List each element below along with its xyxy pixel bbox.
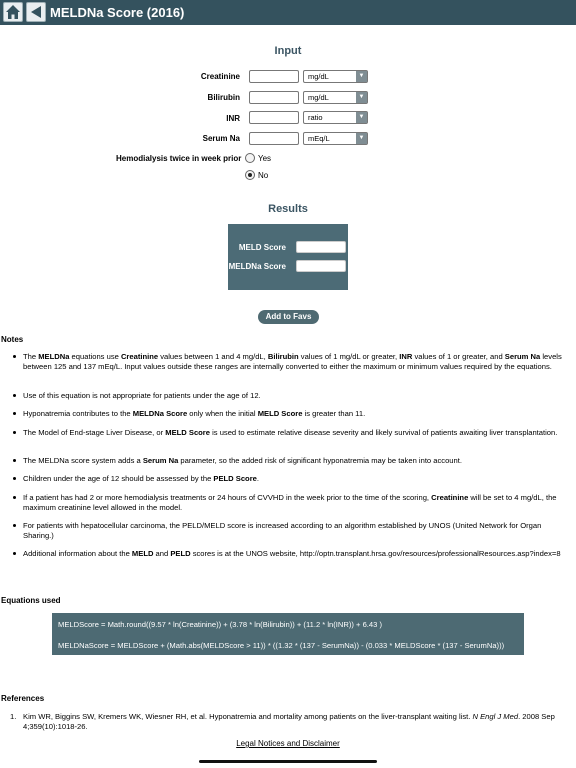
list-item: Children under the age of 12 should be assessed by the PELD Score. [23, 474, 563, 484]
notes-heading: Notes [1, 335, 24, 344]
page-title: MELDNa Score (2016) [50, 5, 185, 20]
meldna-score-label: MELDNa Score [228, 262, 286, 271]
back-arrow-icon [27, 3, 45, 21]
list-item: The Model of End-stage Liver Disease, or MELD Score is used to estimate relative disease severity and likely survival of patients awaiting liver transplantation. [23, 428, 563, 438]
inr-unit-value: ratio [308, 113, 323, 122]
meldna-score-output [296, 260, 346, 272]
reference-item: 1. Kim WR, Biggins SW, Kremers WK, Wiesner RH, et al. Hyponatremia and mortality among patients on the liver-transplant waiting list. N Engl J Med. 2008 Sep 4;359(10):1018-26. [10, 712, 555, 731]
reference-number: 1. [10, 712, 17, 721]
creatinine-unit-select[interactable] [303, 70, 368, 83]
list-item: For patients with hepatocellular carcinoma, the PELD/MELD score is increased according to an algorithm established by UNOS (United Network for Organ Sharing.) [23, 521, 563, 540]
bilirubin-unit-select[interactable] [303, 91, 368, 104]
home-icon [4, 3, 22, 21]
serum-na-unit-select[interactable] [303, 132, 368, 145]
back-button[interactable] [26, 2, 46, 22]
legal-notices-link[interactable]: Legal Notices and Disclaimer [236, 739, 340, 748]
bilirubin-input[interactable] [249, 91, 299, 104]
equations-heading: Equations used [1, 596, 61, 605]
list-item: The MELDNa equations use Creatinine values between 1 and 4 mg/dL, Bilirubin values of 1 mg/dL or greater, INR values of 1 or greater, and Serum Na levels between 125 and 137 mEq/L. Input values outside these ranges are internally converted to either the maximum or minimum values required by the equations. [23, 352, 563, 371]
home-indicator[interactable] [199, 760, 377, 763]
chevron-down-icon: ▼ [356, 112, 367, 123]
results-heading: Results [268, 203, 308, 215]
top-bar [0, 0, 576, 25]
serum-na-unit-value: mEq/L [308, 134, 330, 143]
creatinine-label: Creatinine [200, 72, 240, 81]
inr-input[interactable] [249, 111, 299, 124]
hemodialysis-label: Hemodialysis twice in week prior [116, 154, 242, 163]
hemodialysis-yes-label[interactable]: Yes [258, 154, 272, 163]
list-item: The MELDNa score system adds a Serum Na parameter, so the added risk of significant hyponatremia may be taken into account. [23, 456, 563, 466]
list-item: Use of this equation is not appropriate for patients under the age of 12. [23, 391, 563, 401]
bilirubin-label: Bilirubin [207, 93, 240, 102]
hemodialysis-no-label[interactable]: No [258, 171, 269, 180]
list-item: If a patient has had 2 or more hemodialysis treatments or 24 hours of CVVHD in the week prior to the time of the scoring, Creatinine will be set to 4 mg/dL, the maximum creatinine level allowed in the model. [23, 493, 563, 512]
add-to-favs-button[interactable]: Add to Favs [258, 310, 319, 324]
hemodialysis-no-radio[interactable] [245, 170, 255, 180]
results-panel [228, 224, 348, 290]
equations-box [52, 613, 524, 655]
meld-score-output [296, 241, 346, 253]
home-button[interactable] [3, 2, 23, 22]
serum-na-label: Serum Na [202, 134, 240, 143]
chevron-down-icon: ▼ [356, 133, 367, 144]
creatinine-unit-value: mg/dL [308, 72, 329, 81]
meld-score-label: MELD Score [238, 243, 286, 252]
meld-equation: MELDScore = Math.round((9.57 * ln(Creatinine)) + (3.78 * ln(Bilirubin)) + (11.2 * ln(INR)) + 6.43 ) [58, 620, 382, 629]
chevron-down-icon: ▼ [356, 92, 367, 103]
inr-unit-select[interactable] [303, 111, 368, 124]
creatinine-input[interactable] [249, 70, 299, 83]
meldna-equation: MELDNaScore = MELDScore + (Math.abs(MELDScore > 11)) * ((1.32 * (137 - SerumNa)) - (0.033 * MELDScore * (137 - SerumNa))) [58, 641, 505, 650]
hemodialysis-yes-radio[interactable] [245, 153, 255, 163]
list-item: Hyponatremia contributes to the MELDNa Score only when the initial MELD Score is greater than 11. [23, 409, 563, 419]
bilirubin-unit-value: mg/dL [308, 93, 329, 102]
chevron-down-icon: ▼ [356, 71, 367, 82]
references-heading: References [1, 694, 45, 703]
serum-na-input[interactable] [249, 132, 299, 145]
input-heading: Input [274, 45, 302, 57]
list-item: Additional information about the MELD and PELD scores is at the UNOS website, http://optn.transplant.hrsa.gov/resources/professionalResources.asp?index=8 [23, 549, 563, 559]
inr-label: INR [226, 114, 240, 123]
